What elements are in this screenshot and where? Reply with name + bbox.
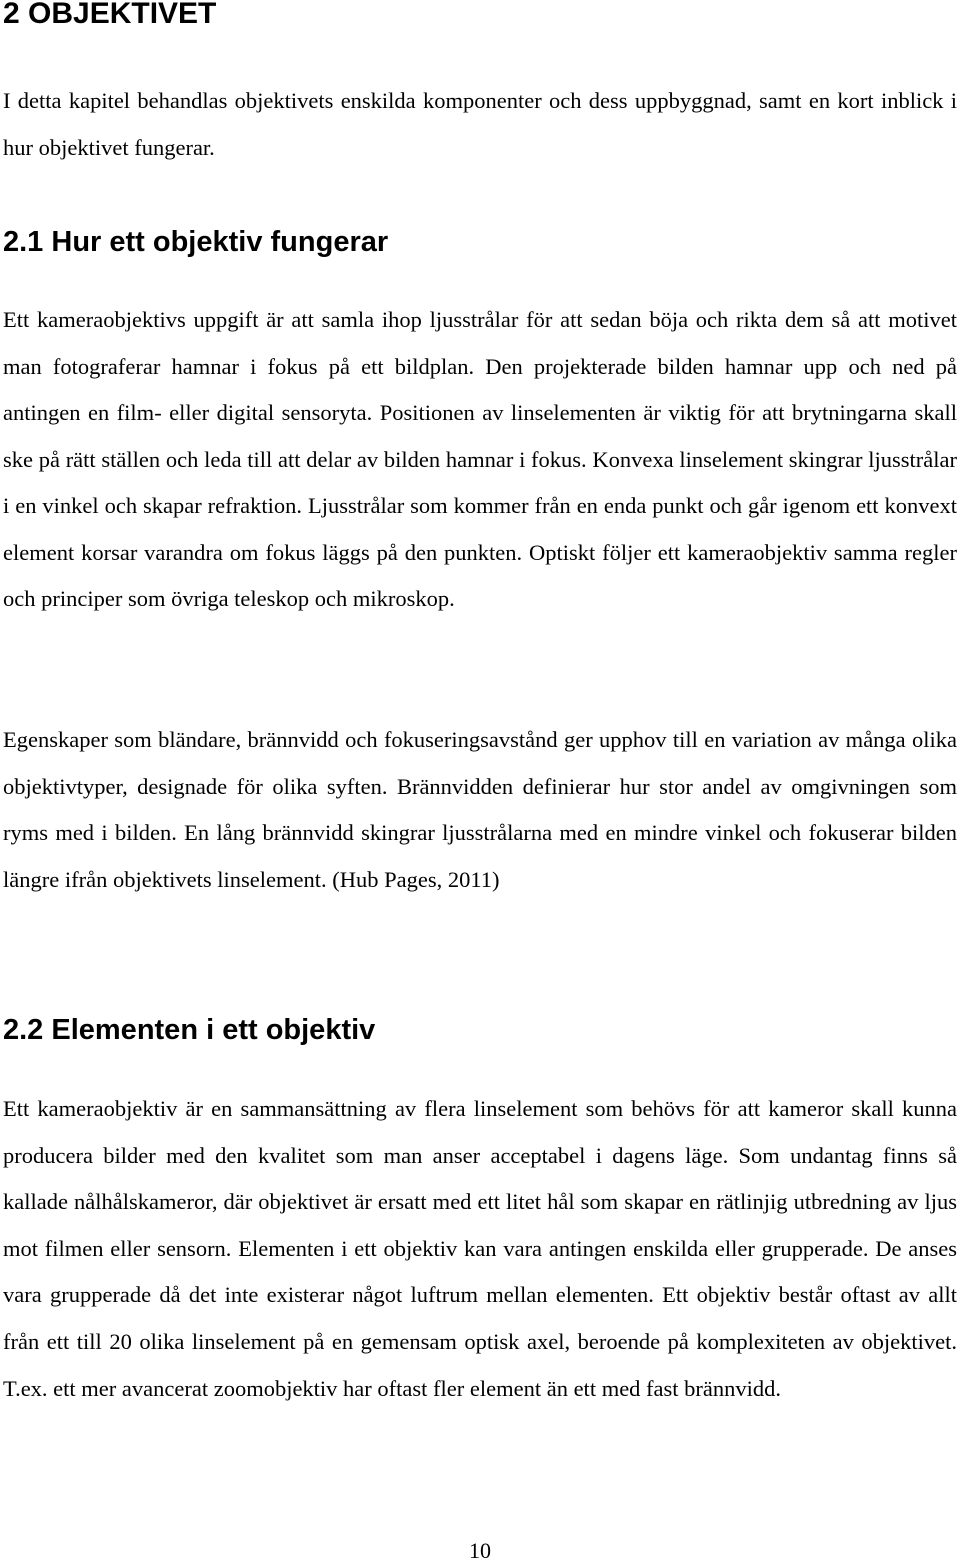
section-2-1-paragraph-1: Ett kameraobjektivs uppgift är att samla ihop ljusstrålar för att sedan böja och rikta dem så att motivet man fotograferar hamnar i fokus på ett bildplan. Den projekterade bilden hamnar upp och ned på antingen en film- eller digital sensoryta. Positionen av linselementen är viktig för att brytningarna skall ske på rätt ställen och leda till att delar av bilden hamnar i fokus. Konvexa linselement skingrar ljusstrålar i en vinkel och skapar refraktion. Ljusstrålar som kommer från en enda punkt och går igenom ett konvext element korsar varandra om fokus läggs på den punkten. Optiskt följer ett kameraobjektiv samma regler och principer som övriga teleskop och mikroskop.: [3, 307, 957, 611]
section-2-2-paragraph-1: Ett kameraobjektiv är en sammansättning av flera linselement som behövs för att kameror skall kunna producera bilder med den kvalitet som man anser acceptabel i dagens läge. Som undantag finns så kallade nålhålskameror, där objektivet är ersatt med ett litet hål som skapar en rätlinjig utbredning av ljus mot filmen eller sensorn. Elementen i ett objektiv kan vara antingen enskilda eller grupperade. De anses vara grupperade då det inte existerar något luftrum mellan elementen. Ett objektiv består oftast av allt från ett till 20 olika linselement på en gemensam optisk axel, beroende på komplexiteten av objektivet. T.ex. ett mer avancerat zoomobjektiv har oftast fler element än ett med fast brännvidd.: [3, 1096, 957, 1401]
section-heading-2-2: 2.2 Elementen i ett objektiv: [3, 1014, 376, 1046]
page-number: 10: [469, 1538, 491, 1563]
section-heading-2-1: 2.1 Hur ett objektiv fungerar: [3, 226, 389, 258]
chapter-title: 2 OBJEKTIVET: [3, 0, 217, 30]
section-2-1-paragraph-2: Egenskaper som bländare, brännvidd och fokuseringsavstånd ger upphov till en variation av många olika objektivtyper, designade för olika syften. Brännvidden definierar hur stor andel av omgivningen som ryms med i bilden. En lång brännvidd skingrar ljusstrålarna med en mindre vinkel och fokuserar bilden längre ifrån objektivets linselement. (Hub Pages, 2011): [3, 727, 957, 892]
chapter-intro: I detta kapitel behandlas objektivets enskilda komponenter och dess uppbyggnad, samt en kort inblick i hur objektivet fungerar.: [3, 88, 957, 160]
